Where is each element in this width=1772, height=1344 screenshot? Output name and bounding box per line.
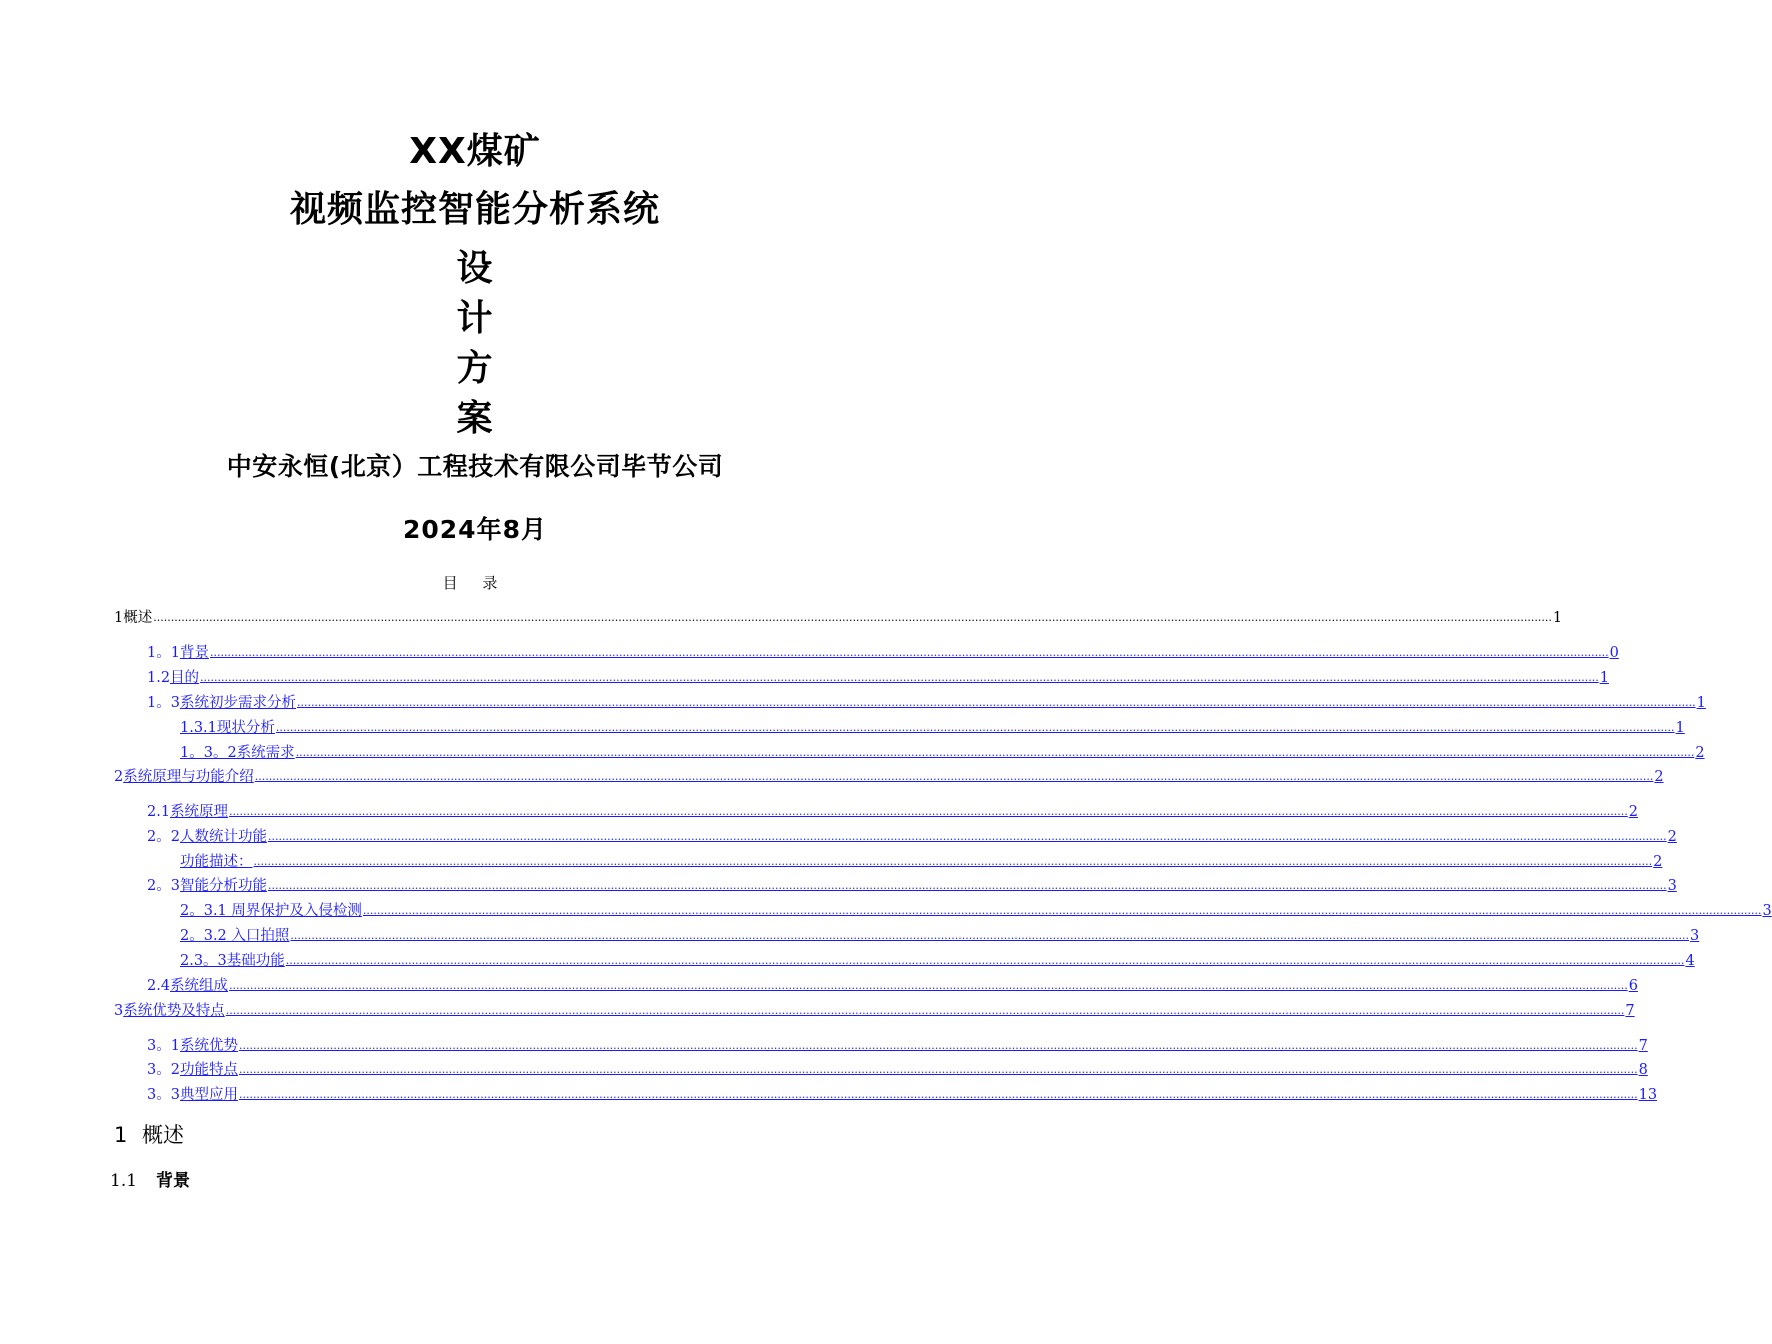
toc-title: 目 录 [442, 574, 508, 592]
toc-entry-page: 0 [1609, 645, 1619, 661]
toc-entry[interactable] [147, 803, 1638, 821]
cover-title-char: 方 [456, 348, 494, 389]
section-label: 概述 [142, 1123, 184, 1147]
company-name: 中安永恒(北京）工程技术有限公司毕节公司 [226, 452, 724, 481]
cover-title-line2: 视频监控智能分析系统 [289, 189, 660, 230]
toc-entry-page: 13 [1638, 1087, 1658, 1103]
toc-entry-label: 2。3.1 周界保护及入侵检测 [180, 903, 362, 919]
toc-leader-dots: ................................................................................................................................................................................................................................................................................................................................................................................................................ [362, 904, 1762, 917]
toc-entry[interactable] [180, 902, 1772, 920]
toc-leader-dots: ................................................................................................................................................................................................................................................................................................................................................................................................................ [253, 855, 1653, 868]
toc-entry-label: 概述 [123, 610, 153, 626]
toc-entry-label: 2。3.2 入口拍照 [180, 928, 290, 944]
toc-entry-label: 2.3。3基础功能 [180, 953, 285, 969]
toc-leader-dots: ................................................................................................................................................................................................................................................................................................................................................................................................................ [225, 1004, 1625, 1017]
toc-leader-dots: ................................................................................................................................................................................................................................................................................................................................................................................................................ [238, 1063, 1638, 1076]
toc-leader-dots: ................................................................................................................................................................................................................................................................................................................................................................................................................ [209, 646, 1609, 659]
toc-entry-page: 7 [1638, 1038, 1648, 1054]
toc-entry-page: 8 [1638, 1062, 1648, 1078]
toc-entry-label: 1.3.1现状分析 [180, 720, 275, 736]
toc-entry [114, 609, 1563, 627]
toc-entry[interactable] [147, 644, 1619, 662]
cover-title-char: 设 [456, 248, 494, 289]
toc-entry-number: 3。2 [147, 1062, 180, 1078]
toc-entry-label: 功能特点 [179, 1062, 238, 1078]
toc-entry-number: 3。1 [147, 1038, 180, 1054]
section-number: 1 [114, 1123, 128, 1147]
subsection-heading [110, 1169, 190, 1193]
toc-entry-label: 系统优势 [179, 1038, 238, 1054]
toc-leader-dots: ................................................................................................................................................................................................................................................................................................................................................................................................................ [229, 805, 1628, 818]
toc-leader-dots: ................................................................................................................................................................................................................................................................................................................................................................................................................ [267, 879, 1667, 892]
toc-entry-label: 人数统计功能 [179, 829, 267, 845]
toc-entry-page: 1 [1696, 695, 1706, 711]
section-heading [114, 1121, 184, 1149]
toc-entry-number: 2.4 [147, 978, 171, 994]
toc-leader-dots: ................................................................................................................................................................................................................................................................................................................................................................................................................ [296, 696, 1696, 709]
subsection-number: 1.1 [110, 1171, 138, 1191]
toc-entry-label: 功能描述： [180, 854, 253, 870]
toc-entry[interactable] [147, 828, 1677, 846]
toc-entry-label: 目的 [170, 670, 200, 686]
toc-entry-page: 1 [1599, 670, 1609, 686]
toc-leader-dots: ................................................................................................................................................................................................................................................................................................................................................................................................................ [290, 929, 1690, 942]
toc-entry[interactable] [147, 977, 1638, 995]
toc-entry[interactable] [114, 1002, 1635, 1020]
toc-entry-number: 1。3 [147, 695, 180, 711]
toc-entry[interactable] [114, 768, 1664, 786]
toc-entry-label: 背景 [179, 645, 209, 661]
toc-entry-page: 3 [1690, 928, 1700, 944]
toc-leader-dots: ................................................................................................................................................................................................................................................................................................................................................................................................................ [285, 954, 1685, 967]
toc-entry-page: 6 [1628, 978, 1638, 994]
toc-entry-number: 1.2 [147, 670, 171, 686]
toc-entry[interactable] [180, 952, 1695, 970]
toc-entry-label: 系统原理 [170, 804, 229, 820]
toc-leader-dots: ................................................................................................................................................................................................................................................................................................................................................................................................................ [238, 1088, 1638, 1101]
document-date: 2024年8月 [403, 515, 547, 544]
toc-entry-label: 系统初步需求分析 [179, 695, 296, 711]
toc-entry-label: 典型应用 [179, 1087, 238, 1103]
toc-entry-page: 3 [1762, 903, 1772, 919]
toc-entry-page: 3 [1667, 878, 1677, 894]
subsection-label: 背景 [156, 1171, 190, 1191]
toc-entry-page: 2 [1695, 745, 1705, 761]
toc-entry[interactable] [180, 719, 1685, 737]
toc-entry-label: 智能分析功能 [179, 878, 267, 894]
cover-title-char: 案 [456, 398, 494, 439]
toc-entry-number: 2.1 [147, 804, 171, 820]
toc-entry[interactable] [147, 877, 1677, 895]
toc-entry-page: 2 [1628, 804, 1638, 820]
toc-entry[interactable] [180, 853, 1663, 871]
toc-entry-number: 1。1 [147, 645, 180, 661]
toc-entry-number: 3。3 [147, 1087, 180, 1103]
toc-entry-label: 系统组成 [170, 978, 229, 994]
toc-entry-label: 系统优势及特点 [123, 1003, 225, 1019]
toc-entry[interactable] [147, 1037, 1648, 1055]
toc-entry[interactable] [147, 1086, 1658, 1104]
toc-entry-number: 3 [114, 1003, 124, 1019]
toc-entry-number: 2 [114, 769, 124, 785]
toc-leader-dots: ................................................................................................................................................................................................................................................................................................................................................................................................................ [275, 721, 1675, 734]
toc-entry[interactable] [180, 744, 1705, 762]
toc-entry-page: 2 [1667, 829, 1677, 845]
toc-entry-page: 1 [1552, 610, 1563, 626]
toc-entry-label: 1。3。2系统需求 [180, 745, 295, 761]
cover-title-char: 计 [456, 298, 494, 339]
toc-leader-dots: ................................................................................................................................................................................................................................................................................................................................................................................................................ [295, 746, 1695, 759]
toc-entry[interactable] [180, 927, 1700, 945]
toc-entry-page: 1 [1675, 720, 1685, 736]
cover-title-line1: XX煤矿 [409, 131, 541, 172]
toc-leader-dots: ................................................................................................................................................................................................................................................................................................................................................................................................................ [267, 830, 1667, 843]
toc-leader-dots: ................................................................................................................................................................................................................................................................................................................................................................................................................ [238, 1039, 1638, 1052]
toc-entry-page: 2 [1654, 769, 1664, 785]
toc-leader-dots: ................................................................................................................................................................................................................................................................................................................................................................................................................ [254, 770, 1654, 783]
toc-entry-number: 2。2 [147, 829, 180, 845]
toc-entry-label: 系统原理与功能介绍 [123, 769, 254, 785]
toc-leader-dots: ................................................................................................................................................................................................................................................................................................................................................................................................................ [153, 611, 1552, 624]
toc-entry[interactable] [147, 1061, 1648, 1079]
toc-entry-number: 1 [114, 610, 124, 626]
toc-entry-page: 2 [1653, 854, 1663, 870]
toc-leader-dots: ................................................................................................................................................................................................................................................................................................................................................................................................................ [200, 671, 1599, 684]
toc-entry-number: 2。3 [147, 878, 180, 894]
toc-entry-page: 4 [1685, 953, 1695, 969]
toc-entry[interactable] [147, 694, 1706, 712]
toc-entry[interactable] [147, 669, 1609, 687]
toc-leader-dots: ................................................................................................................................................................................................................................................................................................................................................................................................................ [229, 979, 1628, 992]
toc-entry-page: 7 [1625, 1003, 1635, 1019]
